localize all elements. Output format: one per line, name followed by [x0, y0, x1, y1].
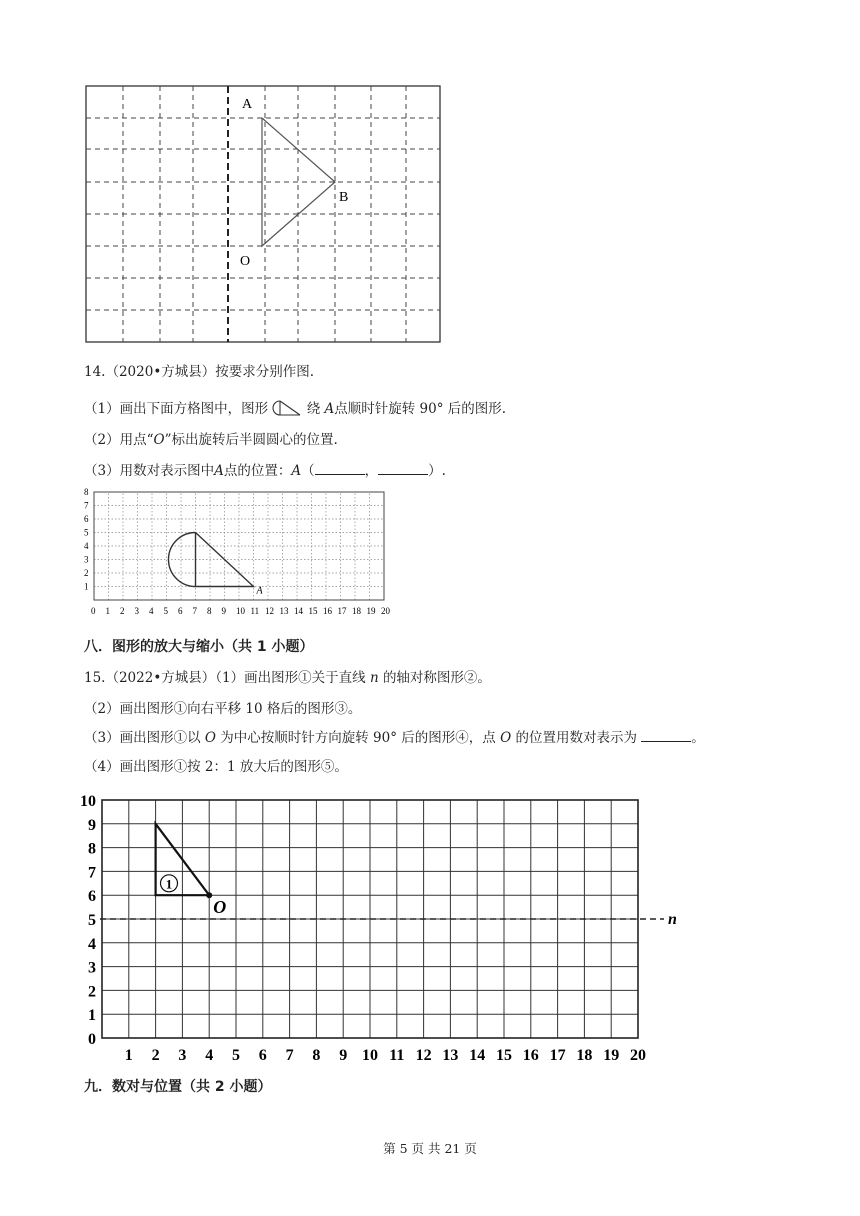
q15-step3-pre: （3）画出图形①以 [84, 730, 201, 746]
x-tick-label: 13 [279, 606, 289, 616]
answer-blank-2[interactable] [378, 462, 428, 475]
q14-step3-paren-open: （ [301, 463, 315, 479]
y-tick-label: 3 [84, 554, 89, 565]
page-footer: 第 5 页 共 21 页 [383, 1141, 477, 1156]
q14-step3-A2: A [291, 463, 302, 479]
q15-step3 [84, 726, 705, 746]
q15-step4: （4）画出图形①按 2：1 放大后的图形⑤。 [84, 759, 348, 775]
x-tick-label: 3 [134, 606, 139, 616]
q14-step3 [84, 459, 446, 479]
y-tick-label: 7 [84, 500, 89, 511]
x-tick-label: 5 [232, 1047, 240, 1064]
answer-blank-3[interactable] [641, 729, 691, 742]
q14-step2-O: O [153, 432, 165, 448]
q14-step3-pre: （3）用数对表示图中 [84, 463, 215, 479]
x-tick-label: 11 [389, 1047, 405, 1064]
y-tick-label: 8 [84, 487, 89, 497]
x-tick-label: 8 [207, 606, 212, 616]
q13-grid-figure [84, 84, 444, 346]
y-tick-label: 2 [88, 983, 96, 1001]
x-tick-label: 0 [91, 606, 96, 616]
y-tick-label: 1 [88, 1007, 96, 1025]
x-tick-label: 14 [294, 606, 303, 616]
q15-step3-O2: O [500, 730, 512, 746]
x-tick-label: 12 [415, 1047, 432, 1064]
q14-step1-tail: 点顺时针旋转 90° 后的图形. [334, 401, 507, 417]
q15-header-tail: 的轴对称图形②。 [382, 670, 491, 686]
half-circle-triangle-icon [272, 399, 302, 417]
q15-step3-tail: 的位置用数对表示为 [515, 730, 637, 746]
q14-step2 [84, 428, 338, 448]
label-O: O [240, 254, 251, 269]
q14-step3-paren-close: ）. [428, 463, 446, 479]
x-tick-label: 14 [469, 1047, 486, 1064]
y-tick-label: 3 [88, 959, 96, 977]
q15-grid-figure [80, 782, 700, 1064]
x-tick-label: 19 [603, 1047, 620, 1064]
x-tick-label: 7 [192, 606, 197, 616]
y-tick-label: 6 [84, 514, 89, 524]
x-tick-label: 9 [339, 1047, 348, 1064]
point-A-label: A [256, 585, 263, 597]
x-tick-label: 10 [236, 606, 245, 616]
x-tick-label: 4 [149, 606, 154, 616]
x-tick-label: 1 [105, 606, 110, 616]
q15-header [84, 666, 491, 686]
x-tick-label: 13 [442, 1047, 459, 1064]
q14-step2-post: ”标出旋转后半圆圆心的位置. [164, 432, 338, 448]
x-tick-label: 17 [337, 606, 347, 616]
x-tick-label: 5 [163, 606, 168, 616]
x-tick-label: 6 [178, 606, 183, 616]
q14-step1-A: A [324, 401, 335, 417]
x-tick-label: 19 [366, 606, 376, 616]
q15-step3-O: O [204, 730, 216, 746]
y-tick-label: 4 [84, 541, 89, 551]
y-tick-label: 5 [88, 912, 96, 929]
x-tick-label: 18 [576, 1047, 593, 1064]
x-tick-label: 2 [120, 606, 125, 616]
section-9-title: 九．数对与位置（共 2 小题） [84, 1079, 272, 1095]
line-n-label: n [668, 911, 677, 928]
q14-step3-comma: ， [364, 463, 379, 479]
q15-step3-mid: 为中心按顺时针方向旋转 90° 后的图形④，点 [220, 730, 496, 746]
y-tick-label: 10 [80, 793, 96, 810]
q14-step2-pre: （2）用点“ [84, 432, 154, 448]
q14-step3-mid: 点的位置： [223, 463, 292, 479]
q15-step3-end: 。 [691, 730, 705, 746]
y-tick-label: 0 [88, 1031, 96, 1048]
section-8-title: 八．图形的放大与缩小（共 1 小题） [84, 639, 314, 655]
q15-header-pre: 15.（2022•方城县）（1）画出图形①关于直线 [84, 670, 366, 686]
shape-1-number: 1 [165, 876, 173, 892]
q14-step1 [84, 397, 506, 417]
x-tick-label: 7 [285, 1047, 294, 1064]
y-tick-label: 9 [88, 816, 96, 834]
x-tick-label: 4 [205, 1047, 214, 1064]
point-O-label: O [213, 897, 227, 918]
x-tick-label: 1 [124, 1047, 133, 1064]
x-tick-label: 17 [549, 1047, 566, 1064]
x-tick-label: 16 [522, 1047, 539, 1064]
x-tick-label: 10 [362, 1047, 378, 1064]
y-tick-label: 6 [88, 888, 96, 906]
x-tick-label: 12 [265, 606, 274, 616]
y-tick-label: 1 [84, 581, 89, 592]
q14-step1-pre: （1）画出下面方格图中，图形 [84, 401, 269, 417]
x-tick-label: 15 [496, 1047, 512, 1064]
x-tick-label: 16 [323, 606, 332, 616]
x-tick-label: 6 [258, 1047, 267, 1064]
y-tick-label: 5 [84, 527, 89, 538]
y-tick-label: 4 [88, 935, 96, 953]
x-tick-label: 9 [221, 606, 226, 616]
answer-blank-1[interactable] [315, 462, 365, 475]
x-tick-label: 20 [381, 606, 390, 616]
x-tick-label: 3 [178, 1047, 187, 1064]
x-tick-label: 11 [250, 606, 260, 616]
y-tick-label: 2 [84, 568, 89, 578]
q14-grid-figure [84, 486, 394, 622]
q14-step3-A: A [214, 463, 224, 479]
x-tick-label: 2 [151, 1047, 160, 1064]
y-tick-label: 8 [88, 840, 96, 858]
y-tick-label: 7 [88, 864, 96, 882]
x-tick-label: 8 [312, 1047, 321, 1064]
point-O-dot [206, 892, 212, 898]
label-A: A [242, 97, 253, 112]
q14-step1-post: 绕 [306, 401, 321, 417]
q15-step2: （2）画出图形①向右平移 10 格后的图形③。 [84, 701, 362, 717]
x-tick-label: 18 [352, 606, 361, 616]
label-B: B [339, 190, 349, 205]
x-tick-label: 15 [308, 606, 318, 616]
q14-header: 14.（2020•方城县）按要求分别作图. [84, 364, 315, 380]
q15-header-n: n [369, 670, 379, 686]
x-tick-label: 20 [630, 1047, 646, 1064]
